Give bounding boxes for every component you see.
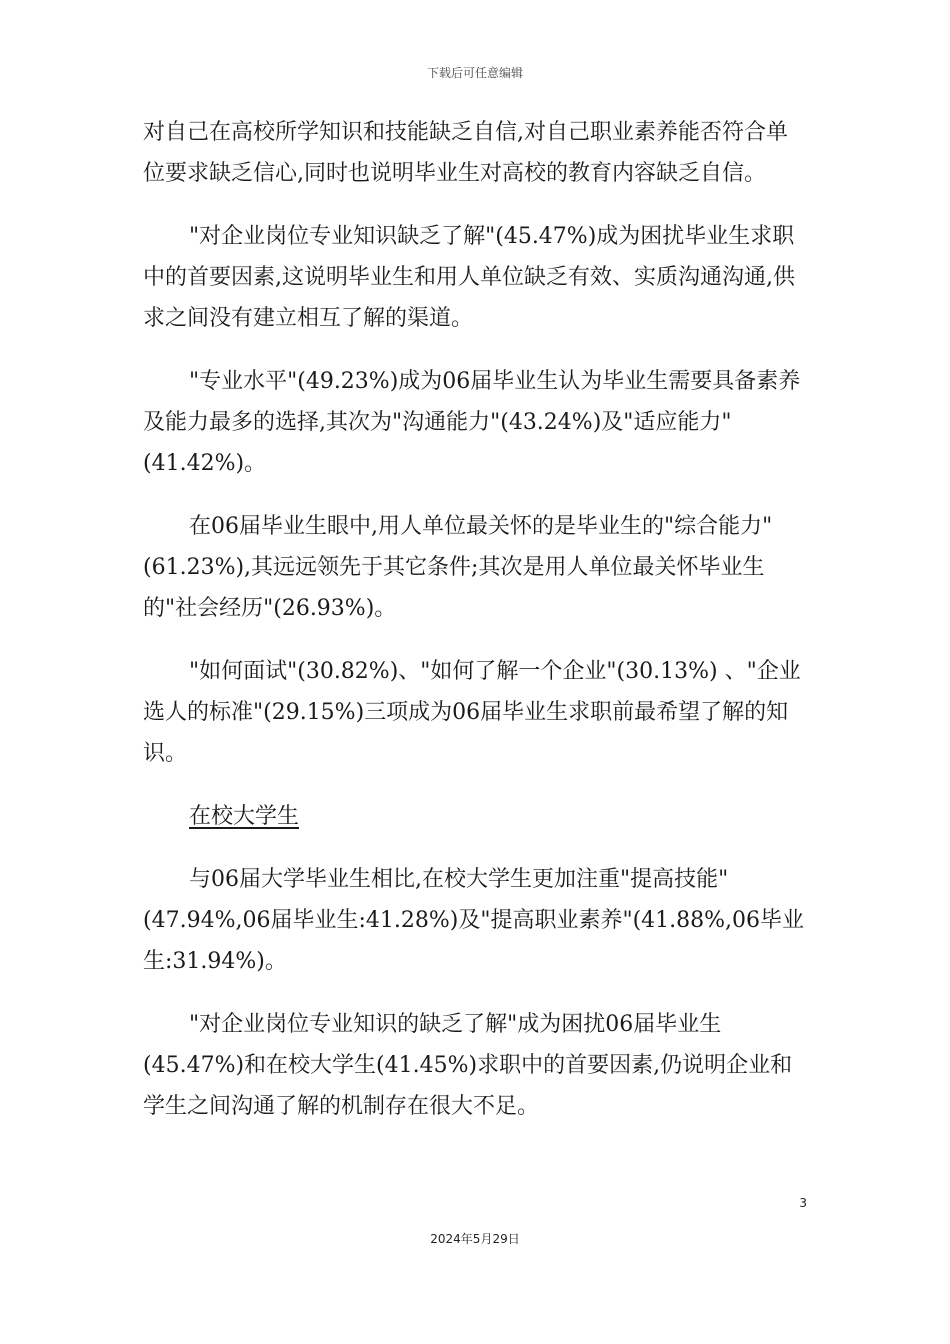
paragraph-2: "对企业岗位专业知识缺乏了解"(45.47%)成为困扰毕业生求职中的首要因素,这说明毕业生和用人单位缺乏有效、实质沟通沟通,供求之间没有建立相互了解的渠道。 — [143, 224, 795, 331]
page-header: 下载后可任意编辑 — [426, 66, 523, 80]
section-heading — [143, 796, 808, 837]
paragraph-7: "对企业岗位专业知识的缺乏了解"成为困扰06届毕业生(45.47%)和在校大学生(41.45%)求职中的首要因素,仍说明企业和学生之间沟通了解的机制存在很大不足。 — [143, 1012, 793, 1119]
page-footer-date: 2024年5月29日 — [430, 1232, 520, 1246]
paragraph-6: 与06届大学毕业生相比,在校大学生更加注重"提高技能"(47.94%,06届毕业生:41.28%)及"提高职业素养"(41.88%,06毕业生:31.94%)。 — [143, 867, 805, 974]
page-number: 3 — [799, 1196, 807, 1210]
document-body — [143, 112, 808, 1149]
paragraph-3: "专业水平"(49.23%)成为06届毕业生认为毕业生需要具备素养及能力最多的选择,其次为"沟通能力"(43.24%)及"适应能力"(41.42%)。 — [143, 369, 801, 476]
paragraph-5: "如何面试"(30.82%)、"如何了解一个企业"(30.13%) 、"企业选人的标准"(29.15%)三项成为06届毕业生求职前最希望了解的知识。 — [143, 659, 801, 766]
paragraph-4: 在06届毕业生眼中,用人单位最关怀的是毕业生的"综合能力"(61.23%),其远远领先于其它条件;其次是用人单位最关怀毕业生的"社会经历"(26.93%)。 — [143, 514, 773, 621]
section-heading-text: 在校大学生 — [189, 804, 300, 829]
paragraph-1: 对自己在高校所学知识和技能缺乏自信,对自己职业素养能否符合单位要求缺乏信心,同时也说明毕业生对高校的教育内容缺乏自信。 — [143, 120, 788, 186]
